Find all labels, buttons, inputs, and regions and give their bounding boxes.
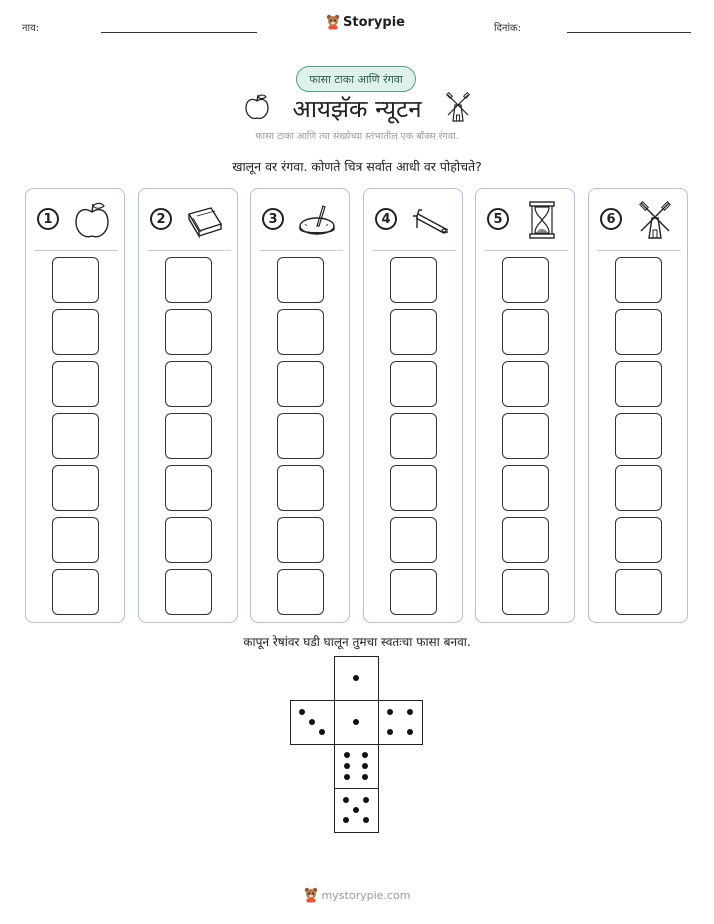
windmill-icon (635, 200, 675, 240)
column-number: 6 (600, 208, 622, 230)
pip (353, 675, 359, 681)
die-face-center (334, 700, 379, 745)
sundial-icon (297, 200, 337, 240)
date-label: दिनांक: (494, 23, 522, 34)
column-divider (259, 250, 343, 251)
column-divider (34, 250, 118, 251)
pip (362, 752, 368, 758)
color-box[interactable] (390, 257, 437, 303)
die-face-1 (334, 656, 379, 701)
color-box[interactable] (165, 413, 212, 459)
column-number: 3 (262, 208, 284, 230)
color-box[interactable] (277, 465, 324, 511)
color-box[interactable] (165, 465, 212, 511)
die-face-5 (334, 788, 379, 833)
color-box[interactable] (615, 465, 662, 511)
die-face-6 (334, 744, 379, 789)
color-box[interactable] (502, 361, 549, 407)
color-box[interactable] (390, 361, 437, 407)
color-box[interactable] (165, 361, 212, 407)
color-box[interactable] (165, 309, 212, 355)
color-box[interactable] (615, 413, 662, 459)
date-line (567, 32, 691, 33)
column-2 (138, 188, 238, 623)
color-box[interactable] (615, 569, 662, 615)
color-box[interactable] (502, 569, 549, 615)
column-divider (147, 250, 231, 251)
pip (362, 763, 368, 769)
color-box[interactable] (615, 361, 662, 407)
color-box[interactable] (52, 413, 99, 459)
column-divider (597, 250, 681, 251)
title-windmill-icon (444, 92, 472, 122)
color-box[interactable] (277, 361, 324, 407)
color-box[interactable] (390, 517, 437, 563)
die-face-4 (378, 700, 423, 745)
color-box[interactable] (615, 309, 662, 355)
pip (344, 763, 350, 769)
color-box[interactable] (502, 257, 549, 303)
column-1 (25, 188, 125, 623)
column-divider (372, 250, 456, 251)
color-box[interactable] (165, 517, 212, 563)
column-5 (475, 188, 575, 623)
color-box[interactable] (52, 361, 99, 407)
pip (343, 817, 349, 823)
footer-site[interactable]: mystorypie.com (321, 888, 411, 902)
bear-icon (326, 14, 340, 30)
color-box[interactable] (390, 413, 437, 459)
column-3 (250, 188, 350, 623)
pip (344, 752, 350, 758)
column-number: 2 (150, 208, 172, 230)
footer (0, 887, 714, 903)
color-box[interactable] (502, 309, 549, 355)
color-box[interactable] (277, 309, 324, 355)
column-divider (484, 250, 568, 251)
color-box[interactable] (52, 517, 99, 563)
column-number: 5 (487, 208, 509, 230)
color-box[interactable] (615, 257, 662, 303)
name-label: नाव: (22, 23, 40, 34)
color-box[interactable] (390, 309, 437, 355)
treadmill-icon (410, 200, 450, 240)
color-box[interactable] (502, 465, 549, 511)
pip (353, 719, 359, 725)
book-icon (185, 200, 225, 240)
pip (407, 729, 413, 735)
die-face-3 (290, 700, 335, 745)
color-box[interactable] (390, 569, 437, 615)
color-box[interactable] (615, 517, 662, 563)
pip (362, 774, 368, 780)
pip (299, 709, 305, 715)
bear-icon (304, 887, 318, 903)
name-line (101, 32, 257, 33)
brand-logo (326, 14, 405, 30)
cut-instruction: कापून रेषांवर घडी घालून तुमचा स्वतःचा फासा बनवा. (243, 635, 471, 649)
column-number: 1 (37, 208, 59, 230)
color-box[interactable] (52, 257, 99, 303)
column-number: 4 (375, 208, 397, 230)
color-box[interactable] (165, 257, 212, 303)
pip (353, 807, 359, 813)
subtitle: फासा टाका आणि त्या संख्येच्या स्तंभातील एक बॉक्स रंगवा. (255, 131, 459, 142)
color-box[interactable] (277, 413, 324, 459)
brand-name: Storypie (343, 14, 405, 30)
color-box[interactable] (165, 569, 212, 615)
page-title: आयझॅक न्यूटन (292, 95, 422, 123)
column-6 (588, 188, 688, 623)
pip (363, 797, 369, 803)
pip (407, 709, 413, 715)
pip (309, 719, 315, 725)
instruction: खालून वर रंगवा. कोणते चित्र सर्वात आधी वर पोहोचते? (232, 159, 482, 174)
color-box[interactable] (390, 465, 437, 511)
pip (319, 729, 325, 735)
apple-icon (72, 200, 112, 240)
color-box[interactable] (52, 569, 99, 615)
color-box[interactable] (52, 309, 99, 355)
pip (387, 729, 393, 735)
pip (343, 797, 349, 803)
color-box[interactable] (277, 517, 324, 563)
hourglass-icon (522, 200, 562, 240)
color-box[interactable] (277, 569, 324, 615)
color-box[interactable] (277, 257, 324, 303)
color-box[interactable] (52, 465, 99, 511)
color-box[interactable] (502, 413, 549, 459)
pip (344, 774, 350, 780)
pip (387, 709, 393, 715)
column-4 (363, 188, 463, 623)
activity-badge: फासा टाका आणि रंगवा (296, 66, 416, 92)
color-box[interactable] (502, 517, 549, 563)
pip (363, 817, 369, 823)
